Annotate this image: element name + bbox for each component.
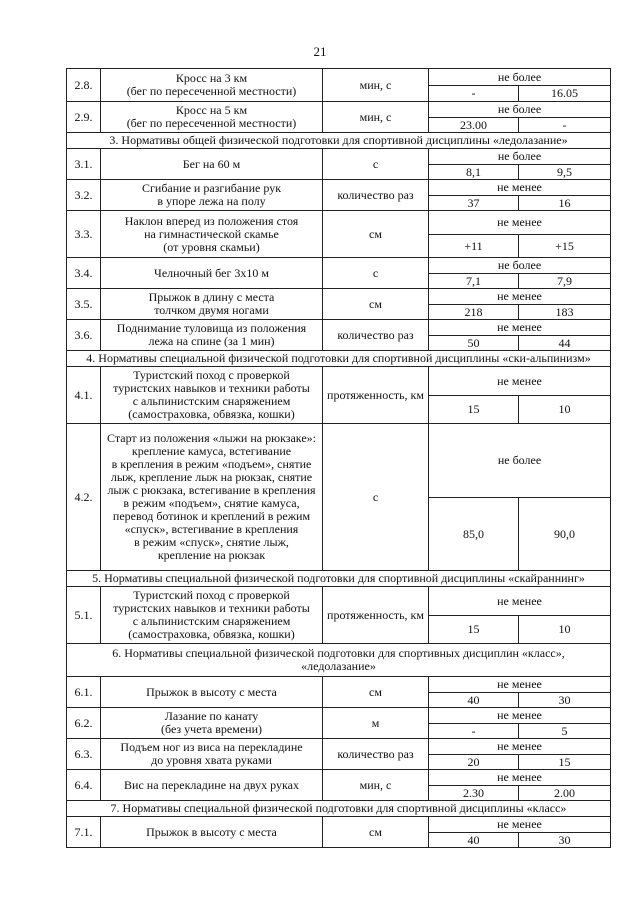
item-number: 7.1.	[67, 817, 101, 848]
standards-table	[66, 68, 611, 848]
value-cell: 30	[519, 693, 611, 708]
section-header-row	[67, 801, 611, 817]
requirement-label: не более	[429, 102, 611, 118]
exercise-name: Поднимание туловища из положения лежа на спине (за 1 мин)	[101, 320, 323, 351]
requirement-label: не менее	[429, 587, 611, 616]
requirement-label: не более	[429, 424, 611, 498]
value-cell: 7,9	[519, 274, 611, 289]
value-cell: 218	[429, 305, 519, 320]
unit-of-measure: количество раз	[323, 180, 429, 211]
item-number: 3.4.	[67, 258, 101, 289]
item-number: 3.2.	[67, 180, 101, 211]
unit-of-measure: с	[323, 424, 429, 571]
table-row	[67, 180, 611, 196]
page-number: 21	[313, 44, 327, 59]
value-cell: 8,1	[429, 165, 519, 180]
value-cell: 20	[429, 755, 519, 770]
value-cell: 44	[519, 336, 611, 351]
item-number: 2.8.	[67, 69, 101, 102]
requirement-label: не менее	[429, 817, 611, 833]
item-number: 3.3.	[67, 211, 101, 258]
exercise-name: Туристский поход с проверкой туристских навыков и техники работы с альпинистским снаряжением (самостраховка, обвязка, кошки)	[101, 367, 323, 424]
unit-of-measure: с	[323, 149, 429, 180]
unit-of-measure: см	[323, 211, 429, 258]
item-number: 4.2.	[67, 424, 101, 571]
value-cell: 37	[429, 196, 519, 211]
value-cell: 90,0	[519, 498, 611, 571]
exercise-name: Прыжок в длину с места толчком двумя ногами	[101, 289, 323, 320]
value-cell: -	[429, 86, 519, 102]
item-number: 2.9.	[67, 102, 101, 133]
unit-of-measure: см	[323, 289, 429, 320]
unit-of-measure: см	[323, 677, 429, 708]
requirement-label: не менее	[429, 320, 611, 336]
requirement-label: не менее	[429, 211, 611, 235]
table-row	[67, 739, 611, 755]
unit-of-measure: количество раз	[323, 739, 429, 770]
exercise-name: Бег на 60 м	[101, 149, 323, 180]
section-header-row	[67, 351, 611, 367]
table-row	[67, 677, 611, 693]
table-row	[67, 320, 611, 336]
requirement-label: не менее	[429, 180, 611, 196]
table-row	[67, 102, 611, 118]
requirement-label: не менее	[429, 677, 611, 693]
table-row	[67, 817, 611, 833]
table-row	[67, 149, 611, 165]
unit-of-measure: м	[323, 708, 429, 739]
item-number: 3.6.	[67, 320, 101, 351]
section-header-row	[67, 644, 611, 677]
section-title: 6. Нормативы специальной физической подготовки для спортивных дисциплин «класс», «ледолазание»	[67, 644, 611, 677]
table-row	[67, 367, 611, 396]
table-row	[67, 69, 611, 86]
value-cell: 2.30	[429, 786, 519, 801]
requirement-label: не более	[429, 69, 611, 86]
requirement-label: не менее	[429, 367, 611, 396]
section-title: 4. Нормативы специальной физической подготовки для спортивной дисциплины «ски-альпинизм»	[67, 351, 611, 367]
item-number: 6.3.	[67, 739, 101, 770]
item-number: 5.1.	[67, 587, 101, 644]
exercise-name: Прыжок в высоту с места	[101, 677, 323, 708]
value-cell: 10	[519, 396, 611, 424]
exercise-name: Кросс на 3 км (бег по пересеченной местности)	[101, 69, 323, 102]
unit-of-measure: с	[323, 258, 429, 289]
value-cell: 2.00	[519, 786, 611, 801]
item-number: 4.1.	[67, 367, 101, 424]
requirement-label: не менее	[429, 708, 611, 724]
value-cell: -	[429, 724, 519, 739]
section-header-row	[67, 133, 611, 149]
exercise-name: Вис на перекладине на двух руках	[101, 770, 323, 801]
value-cell: 5	[519, 724, 611, 739]
value-cell: 183	[519, 305, 611, 320]
item-number: 6.4.	[67, 770, 101, 801]
section-header-row	[67, 571, 611, 587]
value-cell: 9,5	[519, 165, 611, 180]
value-cell: 16	[519, 196, 611, 211]
value-cell: +11	[429, 235, 519, 258]
requirement-label: не более	[429, 149, 611, 165]
section-title: 5. Нормативы специальной физической подготовки для спортивной дисциплины «скайраннинг»	[67, 571, 611, 587]
section-title: 3. Нормативы общей физической подготовки для спортивной дисциплины «ледолазание»	[67, 133, 611, 149]
unit-of-measure: мин, с	[323, 770, 429, 801]
value-cell: +15	[519, 235, 611, 258]
requirement-label: не более	[429, 258, 611, 274]
exercise-name: Старт из положения «лыжи на рюкзаке»: крепление камуса, встегивание в крепления в режим «подъем», снятие лыж, крепление лыж на рюкзак, снятие лыж с рюкзака, встегивание в крепления в режим «подъем», снятие камуса, перевод ботинок и креплений в режим «спуск», встегивание в крепления в режим «спуск», снятие лыж, крепление на рюкзак	[101, 424, 323, 571]
item-number: 6.1.	[67, 677, 101, 708]
value-cell: -	[519, 118, 611, 133]
requirement-label: не менее	[429, 739, 611, 755]
table-row	[67, 424, 611, 498]
exercise-name: Подъем ног из виса на перекладине до уровня хвата руками	[101, 739, 323, 770]
value-cell: 15	[519, 755, 611, 770]
value-cell: 15	[429, 616, 519, 644]
table-row	[67, 211, 611, 235]
unit-of-measure: мин, с	[323, 69, 429, 102]
value-cell: 85,0	[429, 498, 519, 571]
exercise-name: Челночный бег 3х10 м	[101, 258, 323, 289]
value-cell: 30	[519, 833, 611, 848]
table-row	[67, 289, 611, 305]
table-row	[67, 587, 611, 616]
value-cell: 7,1	[429, 274, 519, 289]
unit-of-measure: мин, с	[323, 102, 429, 133]
table-row	[67, 770, 611, 786]
value-cell: 40	[429, 693, 519, 708]
unit-of-measure: количество раз	[323, 320, 429, 351]
exercise-name: Наклон вперед из положения стоя на гимнастической скамье (от уровня скамьи)	[101, 211, 323, 258]
value-cell: 40	[429, 833, 519, 848]
table-row	[67, 708, 611, 724]
value-cell: 23.00	[429, 118, 519, 133]
exercise-name: Прыжок в высоту с места	[101, 817, 323, 848]
requirement-label: не менее	[429, 770, 611, 786]
section-title: 7. Нормативы специальной физической подготовки для спортивной дисциплины «класс»	[67, 801, 611, 817]
unit-of-measure: протяженность, км	[323, 367, 429, 424]
exercise-name: Кросс на 5 км (бег по пересеченной местности)	[101, 102, 323, 133]
unit-of-measure: см	[323, 817, 429, 848]
exercise-name: Лазание по канату (без учета времени)	[101, 708, 323, 739]
item-number: 3.5.	[67, 289, 101, 320]
table-row	[67, 258, 611, 274]
value-cell: 16.05	[519, 86, 611, 102]
value-cell: 50	[429, 336, 519, 351]
exercise-name: Туристский поход с проверкой туристских навыков и техники работы с альпинистским снаряжением (самостраховка, обвязка, кошки)	[101, 587, 323, 644]
unit-of-measure: протяженность, км	[323, 587, 429, 644]
item-number: 6.2.	[67, 708, 101, 739]
value-cell: 15	[429, 396, 519, 424]
requirement-label: не менее	[429, 289, 611, 305]
exercise-name: Сгибание и разгибание рук в упоре лежа на полу	[101, 180, 323, 211]
value-cell: 10	[519, 616, 611, 644]
item-number: 3.1.	[67, 149, 101, 180]
